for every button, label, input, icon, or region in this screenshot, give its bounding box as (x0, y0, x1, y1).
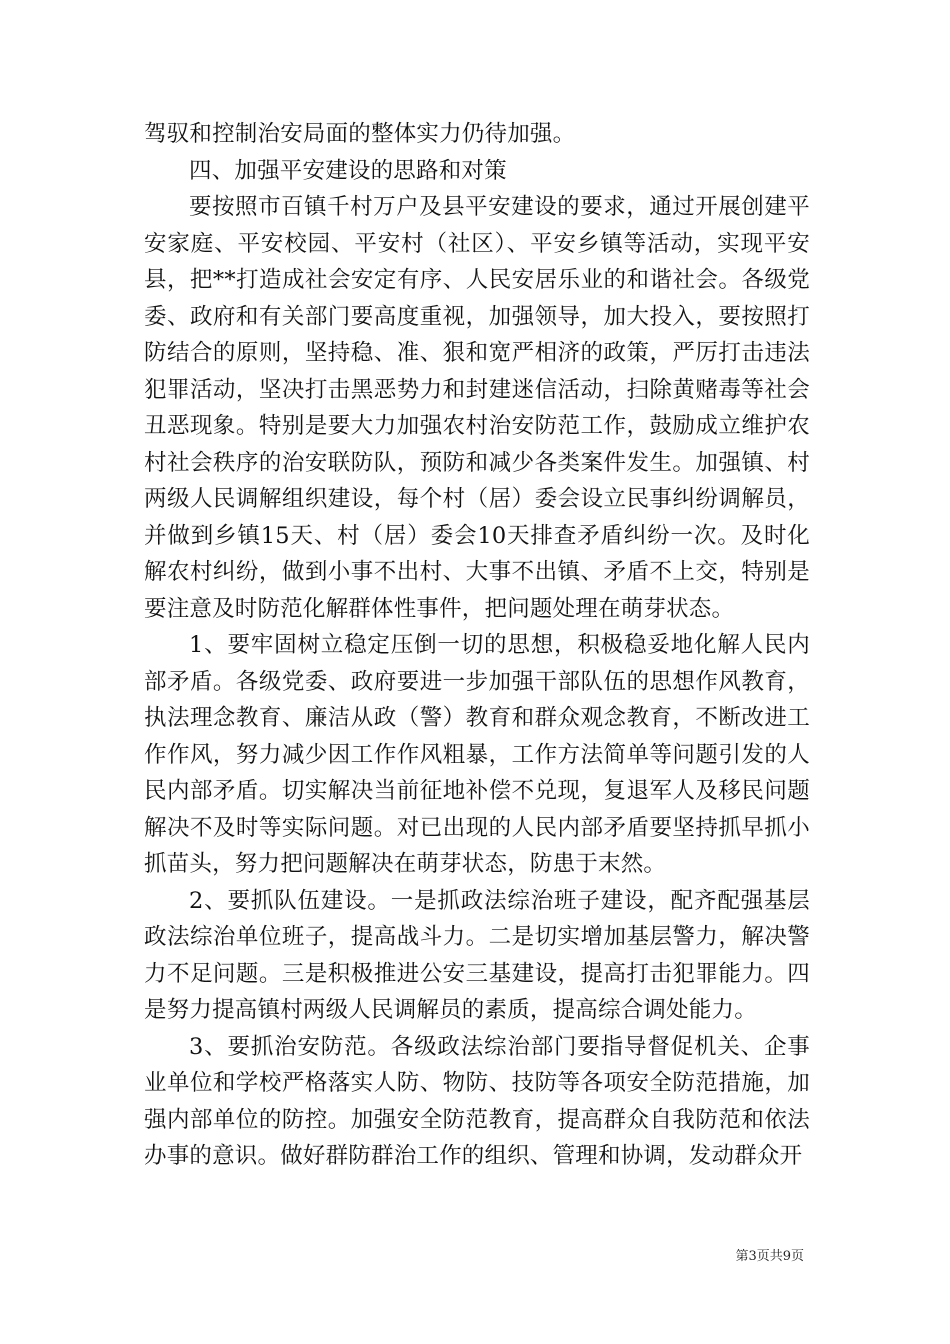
section-heading: 四、加强平安建设的思路和对策 (189, 157, 507, 184)
page-number-footer: 第3页共9页 (735, 1249, 804, 1264)
paragraph-continuation: 驾驭和控制治安局面的整体实力仍待加强。 (144, 121, 576, 147)
paragraph-intro: 要按照市百镇千村万户及县平安建设的要求，通过开展创建平安家庭、平安校园、平安村（社区）、平安乡镇等活动，实现平安县，把**打造成社会安定有序、人民安居乐业的和谐社会。各级党委、政府和有关部门要高度重视，加强领导，加大投入，要按照打防结合的原则，坚持稳、准、狠和宽严相济的政策，严厉打击违法犯罪活动，坚决打击黑恶势力和封建迷信活动，扫除黄赌毒等社会丑恶现象。特别是要大力加强农村治安防范工作，鼓励成立维护农村社会秩序的治安联防队，预防和减少各类案件发生。加强镇、村两级人民调解组织建设，每个村（居）委会设立民事纠纷调解员，并做到乡镇15天、村（居）委会10天排查矛盾纠纷一次。及时化解农村纠纷，做到小事不出村、大事不出镇、矛盾不上交，特别是要注意及时防范化解群体性事件，把问题处理在萌芽状态。 (144, 194, 810, 622)
document-body (144, 116, 810, 1175)
paragraph-item-1: 1、要牢固树立稳定压倒一切的思想，积极稳妥地化解人民内部矛盾。各级党委、政府要进一步加强干部队伍的思想作风教育，执法理念教育、廉洁从政（警）教育和群众观念教育，不断改进工作作风，努力减少因工作作风粗暴，工作方法简单等问题引发的人民内部矛盾。切实解决当前征地补偿不兑现，复退军人及移民问题解决不及时等实际问题。对已出现的人民内部矛盾要坚持抓早抓小抓苗头，努力把问题解决在萌芽状态，防患于末然。 (144, 632, 810, 877)
paragraph-item-3: 3、要抓治安防范。各级政法综治部门要指导督促机关、企事业单位和学校严格落实人防、物防、技防等各项安全防范措施，加强内部单位的防控。加强安全防范教育，提高群众自我防范和依法办事的意识。做好群防群治工作的组织、管理和协调，发动群众开 (144, 1033, 810, 1169)
paragraph-item-2: 2、要抓队伍建设。一是抓政法综治班子建设，配齐配强基层政法综治单位班子，提高战斗力。二是切实增加基层警力，解决警力不足问题。三是积极推进公安三基建设，提高打击犯罪能力。四是努力提高镇村两级人民调解员的素质，提高综合调处能力。 (144, 887, 810, 1023)
